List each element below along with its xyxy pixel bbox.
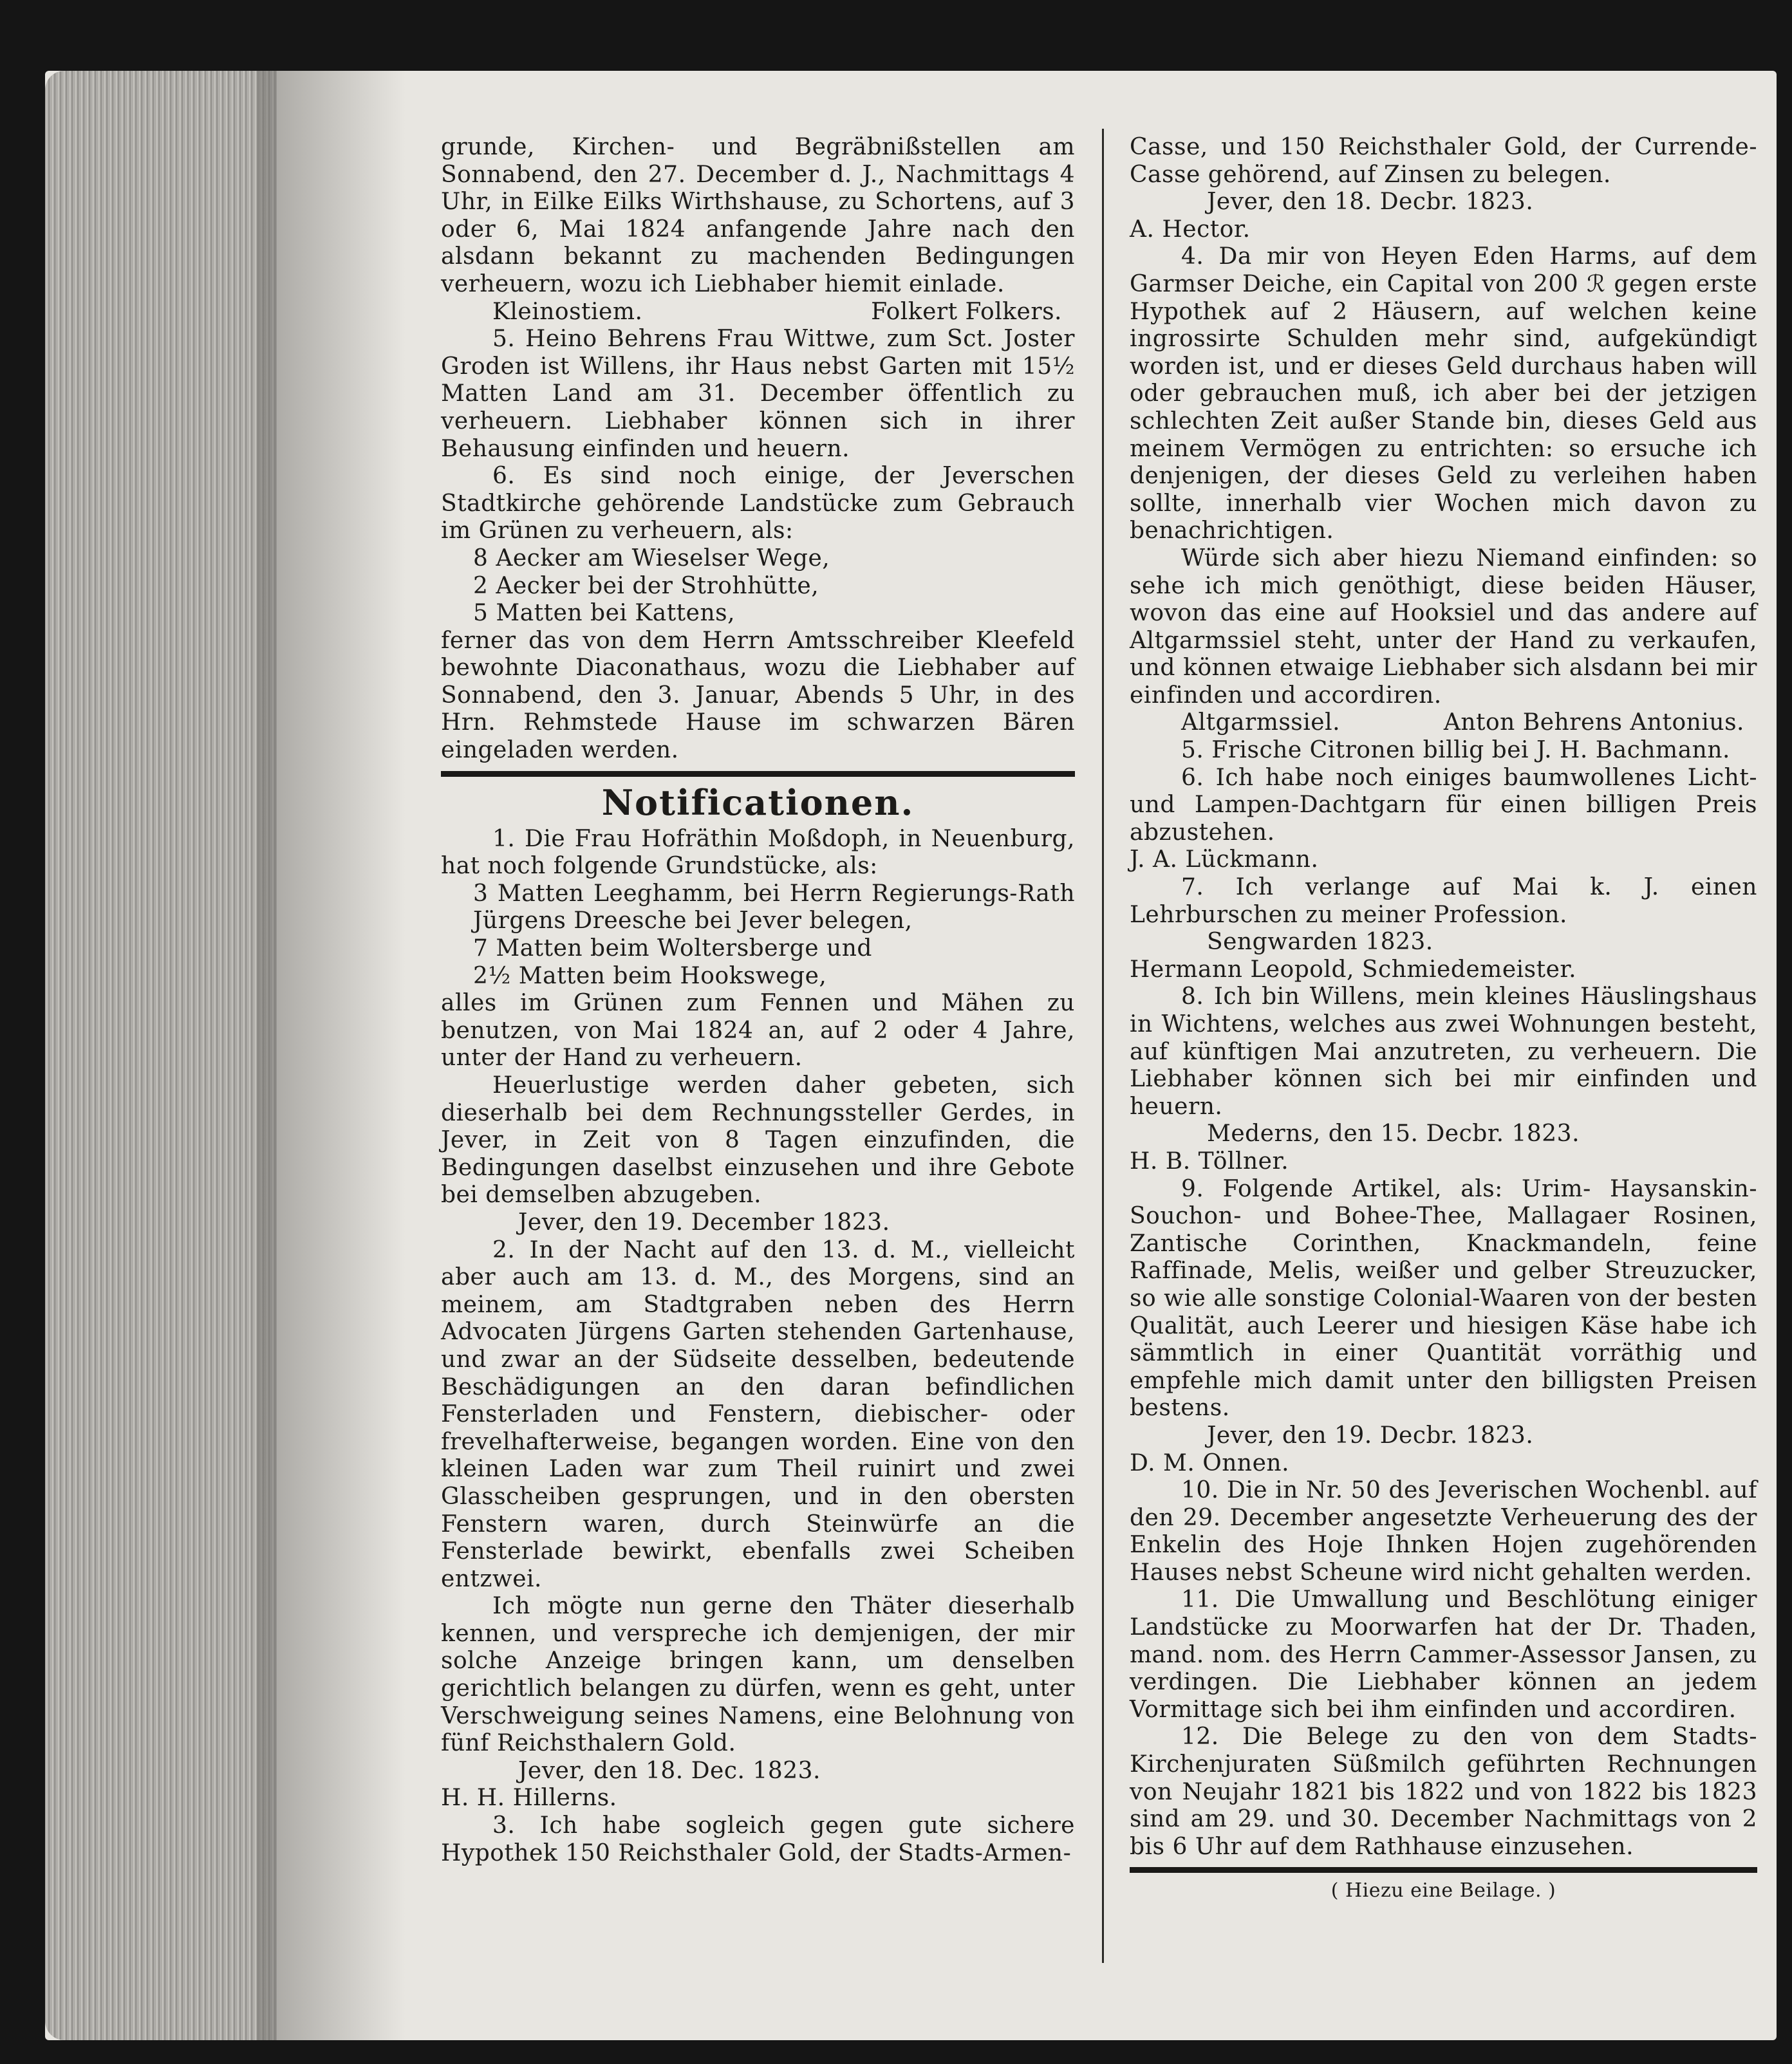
right-column — [1130, 134, 1757, 1904]
paragraph: ferner das von dem Herrn Amtsschreiber Kleefeld bewohnte Diaconathaus, wozu die Liebhaber auf Sonnabend, den 3. Januar, Abends 5 Uhr, in des Hrn. Rehmstede Hause im schwarzen Bären eingeladen werden. — [441, 627, 1075, 764]
left-column — [441, 134, 1075, 1867]
section-rule — [1130, 1867, 1757, 1873]
paragraph: 5. Heino Behrens Frau Wittwe, zum Sct. Joster Groden ist Willens, ihr Haus nebst Garten mit 15½ Matten Land am 31. December öffentlich zu verheuern. Liebhaber können sich in ihrer Behausung einfinden und heuern. — [441, 326, 1075, 462]
paragraph: 3. Ich habe sogleich gegen gute sichere Hypothek 150 Reichsthaler Gold, der Stadts-Armen- — [441, 1812, 1075, 1866]
paragraph: Würde sich aber hiezu Niemand einfinden: so sehe ich mich genöthigt, diese beiden Häuser, wovon das eine auf Hooksiel und das andere auf Altgarmssiel steht, unter der Hand zu verkaufen, und können etwaige Liebhaber sich alsdann bei mir einfinden und accordiren. — [1130, 544, 1757, 709]
list-item: 3 Matten Leeghamm, bei Herrn Regierungs-Rath Jürgens Dreesche bei Jever belegen, — [473, 880, 1075, 934]
paragraph: Heuerlustige werden daher gebeten, sich dieserhalb bei dem Rechnungssteller Gerdes, in Jever, in Zeit von 8 Tagen einzufinden, die Bedingungen daselbst einzusehen und ihre Gebote bei demselben abzugeben. — [441, 1072, 1075, 1209]
signature-name: A. Hector. — [1130, 216, 1251, 243]
paragraph: 6. Es sind noch einige, der Jeverschen Stadtkirche gehörende Landstücke zum Gebrauch im Grünen zu verheuern, als: — [441, 463, 1075, 544]
paragraph: 10. Die in Nr. 50 des Jeverischen Wochenbl. auf den 29. December angesetzte Verheuerung des der Enkelin des Hoje Ihnken Hojen zugehörenden Hauses nebst Scheune wird nicht gehalten werden. — [1130, 1477, 1757, 1586]
paragraph: grunde, Kirchen- und Begräbnißstellen am Sonnabend, den 27. December d. J., Nachmittags 4 Uhr, in Eilke Eilks Wirthshause, zu Schortens, auf 3 oder 6, Mai 1824 anfangende Jahre nach den alsdann bekannt zu machenden Bedingungen verheuern, wozu ich Liebhaber hiemit einlade. — [441, 134, 1075, 297]
gutter-shade — [257, 71, 406, 2040]
signature-row — [441, 299, 1075, 326]
paragraph: 2. In der Nacht auf den 13. d. M., vielleicht aber auch am 13. d. M., des Morgens, sind an meinem, am Stadtgraben neben des Herrn Advocaten Jürgens Garten stehenden Gartenhause, und zwar an der Südseite desselben, bedeutende Beschädigungen an den daran befindlichen Fensterladen und Fenstern, diebischer- oder frevelhafterweise, begangen worden. Eine von den kleinen Laden war zum Theil ruinirt und zwei Glasscheiben gesprungen, und in den obersten Fenstern waren, durch Steinwürfe an die Fensterlade bewirkt, ebenfalls zwei Scheiben entzwei. — [441, 1236, 1075, 1592]
list-item: 7 Matten beim Woltersberge und — [473, 935, 872, 962]
page-edges — [45, 71, 277, 2040]
paragraph: 11. Die Umwallung und Beschlötung einiger Landstücke zu Moorwarfen hat der Dr. Thaden, mand. nom. des Herrn Cammer-Assessor Jansen, zu verdingen. Die Liebhaber können an jedem Vormittage sich bei ihm einfinden und accordiren. — [1130, 1586, 1757, 1723]
paragraph: Casse, und 150 Reichsthaler Gold, der Currende-Casse gehörend, auf Zinsen zu belegen. — [1130, 134, 1757, 188]
paragraph: 8. Ich bin Willens, mein kleines Häuslingshaus in Wichtens, welches aus zwei Wohnungen besteht, auf künftigen Mai anzutreten, zu verheuern. Die Liebhaber können sich bei mir einfinden und heuern. — [1130, 983, 1757, 1120]
paragraph: 4. Da mir von Heyen Eden Harms, auf dem Garmser Deiche, ein Capital von 200 ℛ gegen erste Hypothek auf 2 Häusern, auf welchen keine ingrossirte Schulden mehr sind, aufgekündigt worden ist, und er dieses Geld durchaus haben will oder gebrauchen muß, ich aber bei der jetzigen schlechten Zeit außer Stande bin, dieses Geld aus meinem Vermögen zu entrichten: so ersuche ich denjenigen, der dieses Geld zu verleihen haben sollte, innerhalb vier Wochen mich davon zu benachrichtigen. — [1130, 243, 1757, 544]
signature-name: H. B. Töllner. — [1130, 1148, 1289, 1175]
signature-name: H. H. Hillerns. — [441, 1785, 617, 1812]
list-item: 2 Aecker bei der Strohhütte, — [473, 572, 819, 599]
list-item: 8 Aecker am Wieselser Wege, — [473, 544, 830, 572]
footnote: ( Hiezu eine Beilage. ) — [1330, 1879, 1556, 1902]
dateline: Sengwarden 1823. — [1207, 929, 1433, 956]
signature-name: Hermann Leopold, Schmiedemeister. — [1130, 956, 1577, 983]
signature-place: Kleinostiem. — [492, 298, 643, 325]
signature-place: Altgarmssiel. — [1181, 709, 1341, 736]
column-divider — [1102, 129, 1104, 1963]
dateline: Jever, den 18. Decbr. 1823. — [1207, 189, 1534, 216]
paragraph: Ich mögte nun gerne den Thäter dieserhalb kennen, und verspreche ich demjenigen, der mir solche Anzeige bringen kann, um denselben gerichtlich belangen zu dürfen, wenn es geht, unter Verschweigung seines Namens, eine Belohnung von fünf Reichsthalern Gold. — [441, 1593, 1075, 1757]
section-heading: Notificationen. — [601, 781, 915, 823]
paragraph: 7. Ich verlange auf Mai k. J. einen Lehrburschen zu meiner Profession. — [1130, 874, 1757, 928]
paragraph: 5. Frische Citronen billig bei J. H. Bachmann. — [1181, 737, 1730, 764]
signature-name: D. M. Onnen. — [1130, 1449, 1290, 1476]
paragraph: alles im Grünen zum Fennen und Mähen zu benutzen, von Mai 1824 an, auf 2 oder 4 Jahre, unter der Hand zu verheuern. — [441, 990, 1075, 1072]
paragraph: 6. Ich habe noch einiges baumwollenes Licht- und Lampen-Dachtgarn für einen billigen Preis abzustehen. — [1130, 764, 1757, 846]
signature-name: Anton Behrens Antonius. — [1443, 709, 1744, 736]
signature-name: J. A. Lückmann. — [1130, 846, 1319, 873]
signature-name: Folkert Folkers. — [871, 298, 1062, 325]
list-item: 2½ Matten beim Hookswege, — [473, 962, 827, 989]
dateline: Jever, den 18. Dec. 1823. — [518, 1757, 821, 1784]
section-rule — [441, 771, 1075, 777]
paragraph: 12. Die Belege zu den von dem Stadts-Kirchenjuraten Süßmilch geführten Rechnungen von Neujahr 1821 bis 1822 und von 1822 bis 1823 sind am 29. und 30. December Nachmittags von 2 bis 6 Uhr auf dem Rathhause einzusehen. — [1130, 1724, 1757, 1860]
paragraph: 9. Folgende Artikel, als: Urim- Haysanskin-Souchon- und Bohee-Thee, Mallagaer Rosinen, Zantische Corinthen, Knackmandeln, feine Raffinade, Melis, weißer und gelber Streuzucker, so wie alle sonstige Colonial-Waaren von der besten Qualität, auch Leerer und hiesigen Käse habe ich sämmtlich in einer Quantität vorräthig und empfehle mich damit unter den billigsten Preisen bestens. — [1130, 1175, 1757, 1422]
signature-row — [1130, 709, 1757, 737]
list-item: 5 Matten bei Kattens, — [473, 600, 736, 627]
dateline: Mederns, den 15. Decbr. 1823. — [1207, 1120, 1580, 1148]
dateline: Jever, den 19. December 1823. — [518, 1209, 890, 1236]
paragraph: 1. Die Frau Hofräthin Moßdoph, in Neuenburg, hat noch folgende Grundstücke, als: — [441, 825, 1075, 880]
dateline: Jever, den 19. Decbr. 1823. — [1207, 1422, 1534, 1449]
